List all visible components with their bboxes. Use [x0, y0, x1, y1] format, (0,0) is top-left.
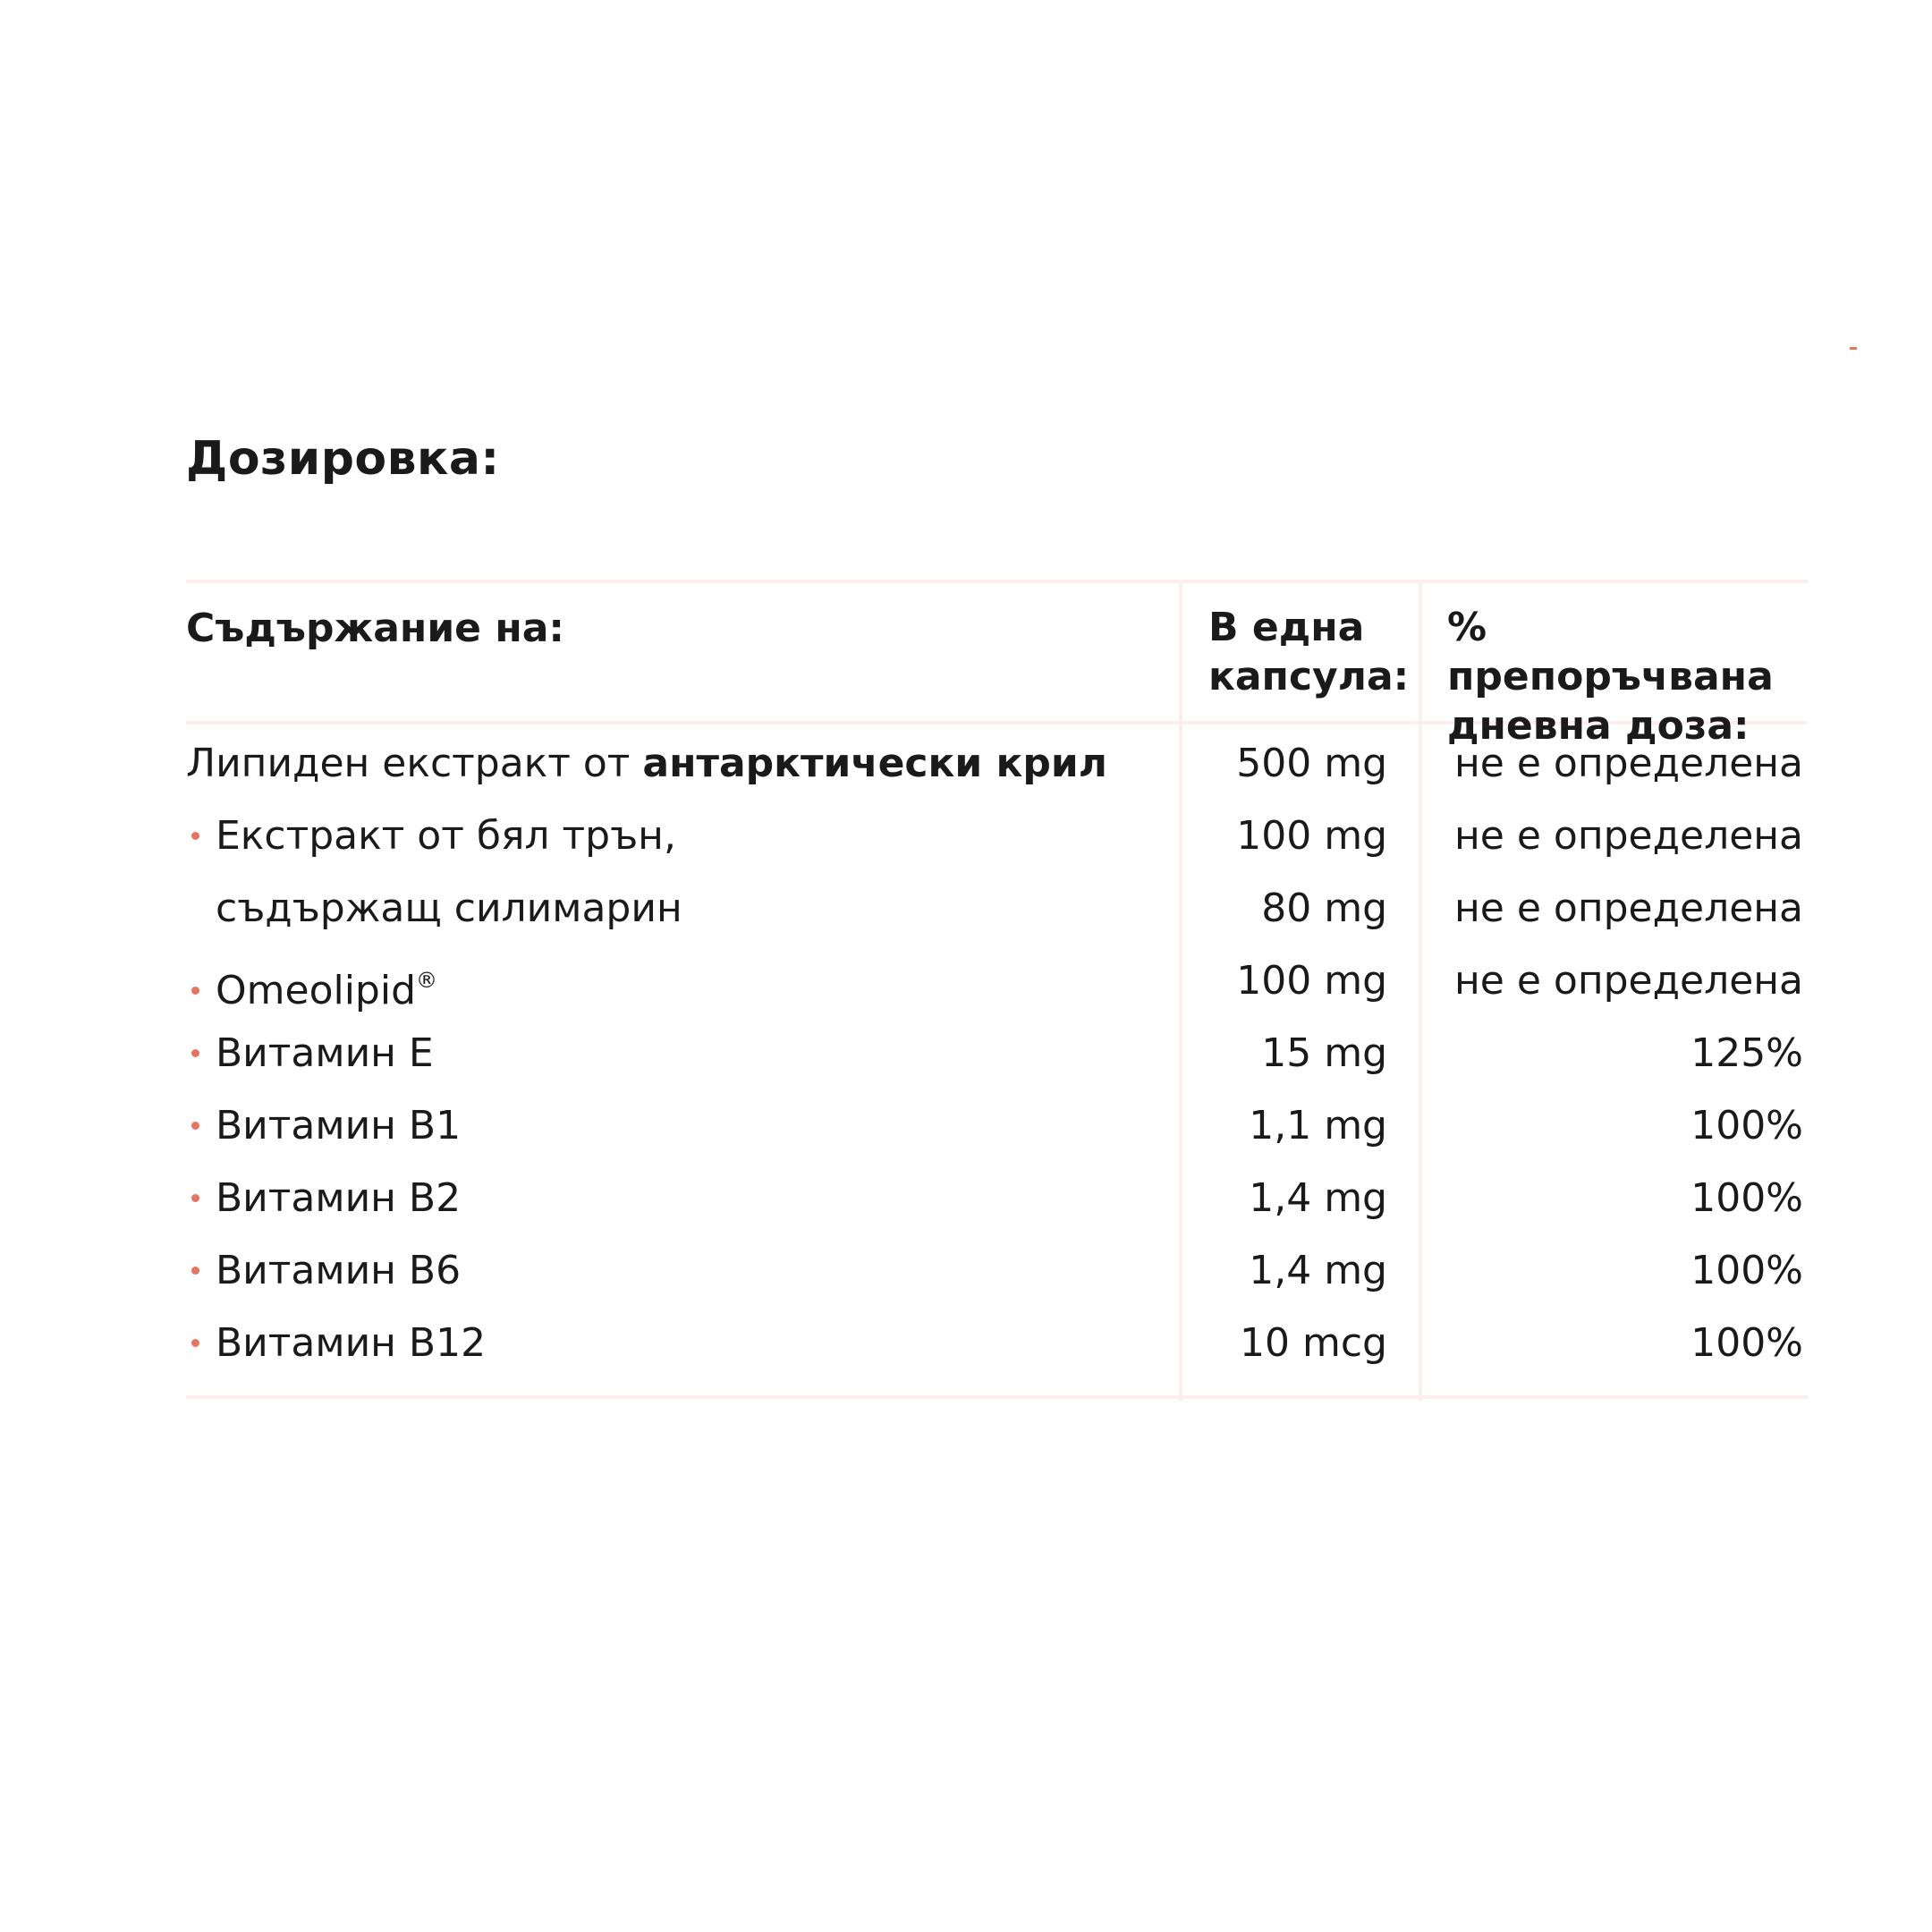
table-bottom-border — [186, 1395, 1808, 1399]
ingredient-name — [186, 800, 676, 872]
ingredient-name — [186, 1017, 434, 1089]
bullet-icon — [191, 1122, 199, 1130]
table-row — [186, 945, 1808, 1017]
ingredient-name-text: Omeolipid — [216, 968, 417, 1013]
bullet-icon — [191, 1267, 199, 1275]
amount-per-capsule: 100 mg — [1236, 958, 1387, 1004]
ingredient-name-text: Витамин В12 — [216, 1320, 487, 1366]
header-content-label: Съдържание на: — [186, 606, 565, 651]
daily-dose-percent: 100% — [1690, 1248, 1803, 1293]
table-row — [186, 1162, 1808, 1234]
bullet-icon — [191, 832, 199, 840]
table-row — [186, 800, 1808, 872]
ingredient-name-text: Витамин В6 — [216, 1248, 462, 1293]
table-row — [186, 1017, 1808, 1089]
ingredient-name — [186, 1234, 461, 1307]
table-row — [186, 1089, 1808, 1162]
daily-dose-percent: не е определена — [1454, 886, 1803, 931]
accent-mark — [1850, 347, 1857, 350]
ingredient-name-text: съдържащ силимарин — [216, 886, 682, 931]
ingredient-name — [186, 1089, 461, 1162]
ingredient-name — [186, 1162, 461, 1234]
daily-dose-percent: 100% — [1690, 1175, 1803, 1221]
daily-dose-percent: не е определена — [1454, 813, 1803, 859]
ingredient-name — [186, 1307, 486, 1379]
ingredient-name-plain: Липиден екстракт от — [186, 741, 643, 786]
amount-per-capsule: 500 mg — [1236, 741, 1387, 786]
daily-dose-percent: 100% — [1690, 1320, 1803, 1366]
amount-per-capsule: 100 mg — [1236, 813, 1387, 859]
header-content — [186, 604, 564, 653]
ingredient-name — [186, 872, 682, 945]
amount-per-capsule: 1,4 mg — [1249, 1248, 1387, 1293]
amount-per-capsule: 1,4 mg — [1249, 1175, 1387, 1221]
daily-dose-percent: 125% — [1690, 1030, 1803, 1076]
table-row — [186, 727, 1808, 800]
daily-dose-percent: не е определена — [1454, 958, 1803, 1004]
daily-dose-percent: 100% — [1690, 1103, 1803, 1148]
dosage-table — [186, 580, 1808, 1401]
table-row — [186, 1234, 1808, 1307]
ingredient-name-text: Витамин В2 — [216, 1175, 462, 1221]
registered-mark: ® — [416, 968, 438, 993]
ingredient-name-text: Екстракт от бял трън, — [216, 813, 676, 859]
header-daily-dose-line2: дневна доза: — [1447, 703, 1750, 749]
bullet-icon — [191, 987, 199, 995]
header-per-capsule — [1208, 603, 1409, 701]
header-per-capsule-line2: капсула: — [1208, 654, 1410, 699]
table-row — [186, 1307, 1808, 1379]
ingredient-name — [186, 727, 1107, 800]
ingredient-name-text: Витамин В1 — [216, 1103, 462, 1148]
bullet-icon — [191, 1049, 199, 1057]
amount-per-capsule: 15 mg — [1261, 1030, 1387, 1076]
page-title: Дозировка: — [186, 432, 500, 486]
bullet-icon — [191, 1339, 199, 1347]
daily-dose-percent: не е определена — [1454, 741, 1803, 786]
amount-per-capsule: 1,1 mg — [1249, 1103, 1387, 1148]
amount-per-capsule: 80 mg — [1261, 886, 1387, 931]
header-per-capsule-line1: В една — [1208, 605, 1365, 650]
table-row — [186, 872, 1808, 945]
amount-per-capsule: 10 mcg — [1240, 1320, 1387, 1366]
ingredient-name-bold: антарктически крил — [642, 741, 1107, 786]
table-top-border — [186, 580, 1808, 583]
header-daily-dose-line1: % препоръчвана — [1447, 605, 1774, 699]
ingredient-name-text: Витамин Е — [216, 1030, 434, 1076]
bullet-icon — [191, 1194, 199, 1202]
ingredient-name — [186, 945, 437, 1027]
